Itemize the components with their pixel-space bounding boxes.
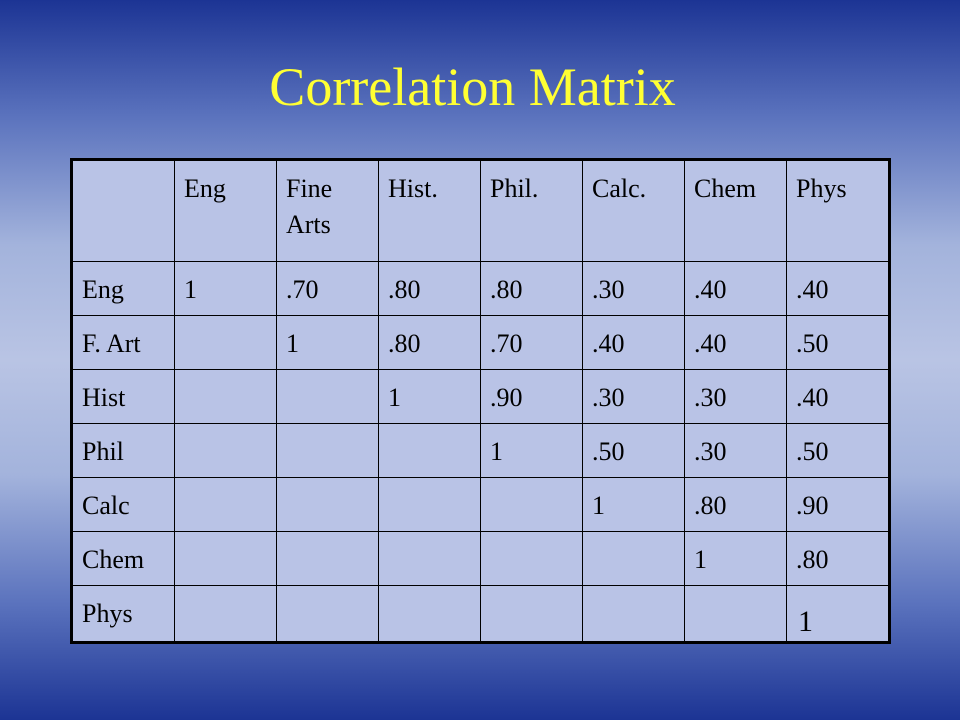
table-cell: [379, 586, 481, 643]
table-cell: [379, 478, 481, 532]
table-cell: .90: [481, 370, 583, 424]
diagonal-value: 1: [798, 605, 813, 638]
table-cell: .80: [379, 262, 481, 316]
table-cell: 1: [481, 424, 583, 478]
table-cell: .40: [685, 316, 787, 370]
header-cell-eng: Eng: [175, 160, 277, 262]
table-cell: .80: [481, 262, 583, 316]
table-cell: [379, 424, 481, 478]
table-cell: .40: [787, 262, 890, 316]
table-row-chem: [72, 532, 890, 586]
row-label: Eng: [72, 262, 175, 316]
table-cell: .80: [379, 316, 481, 370]
header-cell-corner: [72, 160, 175, 262]
header-row: [72, 160, 890, 262]
table-cell: .50: [787, 316, 890, 370]
header-cell-chem: Chem: [685, 160, 787, 262]
table-cell: [277, 532, 379, 586]
correlation-matrix-table: [70, 158, 891, 644]
row-label: Calc: [72, 478, 175, 532]
table-cell: .70: [277, 262, 379, 316]
slide-title: Correlation Matrix: [269, 57, 676, 117]
table-cell: [175, 316, 277, 370]
table-cell: [175, 370, 277, 424]
table-cell: .30: [685, 424, 787, 478]
table-cell: .70: [481, 316, 583, 370]
header-cell-hist: Hist.: [379, 160, 481, 262]
table-row-hist: [72, 370, 890, 424]
table-cell: [787, 586, 890, 643]
table-cell: [481, 478, 583, 532]
header-cell-phys: Phys: [787, 160, 890, 262]
table-cell: .50: [583, 424, 685, 478]
table-cell: [175, 532, 277, 586]
table-row-phil: [72, 424, 890, 478]
table-cell: [277, 424, 379, 478]
table-cell: [583, 586, 685, 643]
table-row-phys: [72, 586, 890, 643]
table-cell: [481, 532, 583, 586]
row-label: Hist: [72, 370, 175, 424]
table-cell: [277, 370, 379, 424]
table-cell: .50: [787, 424, 890, 478]
table-cell: [481, 586, 583, 643]
table-cell: 1: [175, 262, 277, 316]
table-cell: 1: [277, 316, 379, 370]
table-cell: [175, 424, 277, 478]
table-row-calc: [72, 478, 890, 532]
table-cell: .80: [685, 478, 787, 532]
table-cell: [175, 586, 277, 643]
header-cell-phil: Phil.: [481, 160, 583, 262]
table-cell: .40: [787, 370, 890, 424]
table-cell: .80: [787, 532, 890, 586]
table-cell: [175, 478, 277, 532]
row-label: Chem: [72, 532, 175, 586]
table-cell: [379, 532, 481, 586]
table-cell: 1: [583, 478, 685, 532]
row-label: Phys: [72, 586, 175, 643]
header-cell-fine-arts: Fine Arts: [277, 160, 379, 262]
table-cell: [277, 478, 379, 532]
table-cell: [583, 532, 685, 586]
table-row-f-art: [72, 316, 890, 370]
table-cell: .30: [583, 370, 685, 424]
table-cell: .40: [685, 262, 787, 316]
table-cell: .30: [583, 262, 685, 316]
row-label: Phil: [72, 424, 175, 478]
table-cell: [277, 586, 379, 643]
header-cell-calc: Calc.: [583, 160, 685, 262]
table-cell: .30: [685, 370, 787, 424]
table-cell: [685, 586, 787, 643]
row-label: F. Art: [72, 316, 175, 370]
table-cell: 1: [379, 370, 481, 424]
table-row-eng: [72, 262, 890, 316]
table-cell: 1: [685, 532, 787, 586]
table-cell: .90: [787, 478, 890, 532]
table-cell: .40: [583, 316, 685, 370]
